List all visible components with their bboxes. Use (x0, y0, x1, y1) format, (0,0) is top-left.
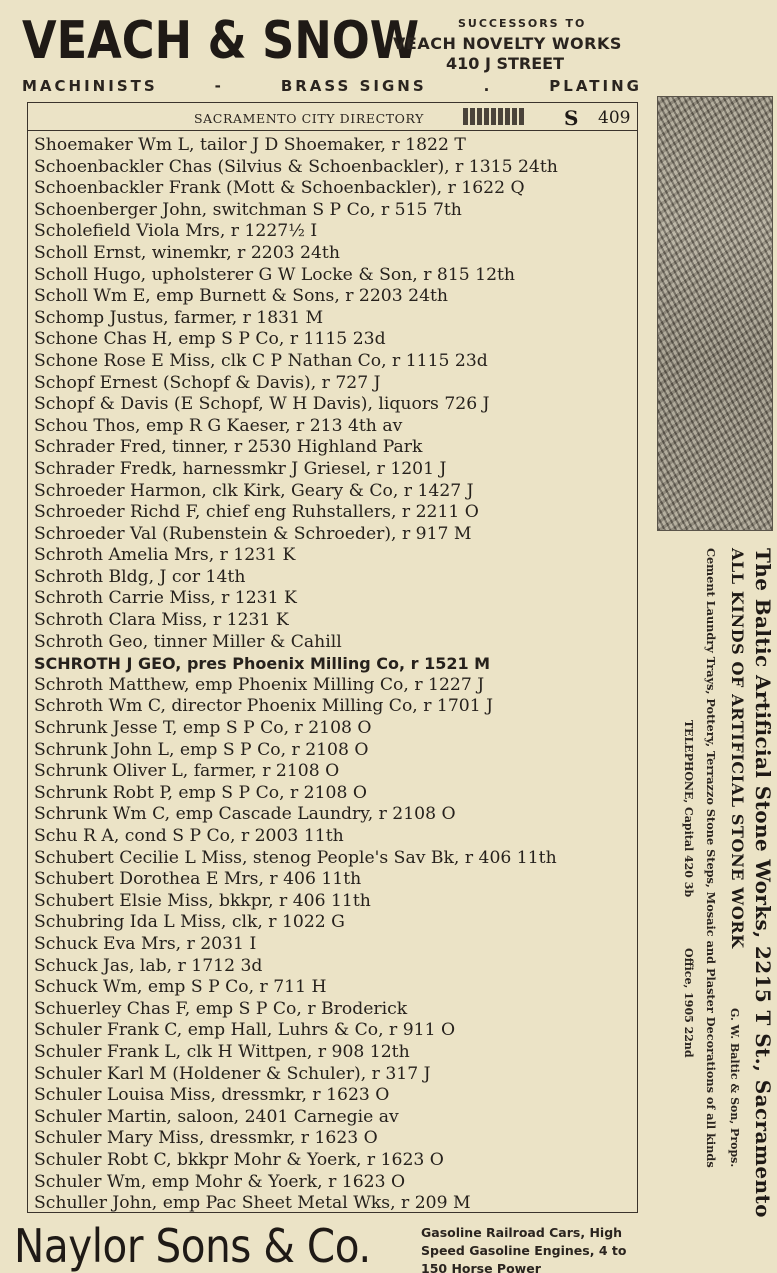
directory-entry: Scholefield Viola Mrs, r 1227½ I (34, 221, 318, 242)
directory-entry: Schu R A, cond S P Co, r 2003 11th (34, 826, 344, 846)
directory-entry: Schroth Matthew, emp Phoenix Milling Co, r 1227 J (34, 674, 485, 695)
directory-entry: Schuerley Chas F, emp S P Co, r Broderick (34, 998, 408, 1019)
directory-entry: Schuck Eva Mrs, r 2031 I (34, 933, 257, 954)
directory-entry: Schuler Martin, saloon, 2401 Carnegie av (34, 1106, 399, 1127)
directory-entry: Schomp Justus, farmer, r 1831 M (34, 307, 324, 328)
directory-entry: Schoenberger John, switchman S P Co, r 515 7th (34, 199, 462, 220)
service-separator: . (483, 77, 493, 95)
footer-line: Speed Gasoline Engines, 4 to (421, 1243, 627, 1258)
header-advertisement (0, 0, 777, 100)
service-item: PLATING (549, 77, 642, 95)
directory-entry: Schoenbackler Frank (Mott & Schoenbackler), r 1622 Q (34, 178, 525, 199)
directory-entry: Schroth Amelia Mrs, r 1231 K (34, 545, 296, 566)
directory-entry: Schopf Ernest (Schopf & Davis), r 727 J (34, 372, 381, 393)
directory-entry: Schrunk Oliver L, farmer, r 2108 O (34, 761, 340, 782)
directory-entry: Schrader Fred, tinner, r 2530 Highland Park (34, 437, 423, 458)
side-advertisement (655, 548, 775, 1228)
service-separator: - (214, 77, 224, 95)
side-ad-subtitle: ALL KINDS OF ARTIFICIAL STONE WORK (728, 548, 747, 949)
directory-listing (27, 102, 638, 1213)
directory-entry: SCHROTH J GEO, pres Phoenix Milling Co, r 1521 M (34, 654, 491, 674)
side-ad-proprietors: G. W. Baltic & Son, Props. (728, 1008, 741, 1168)
section-letter: S (564, 106, 579, 130)
directory-entry: Schrader Fredk, harnessmkr J Griesel, r 1201 J (34, 458, 447, 479)
directory-entry: Scholl Wm E, emp Burnett & Sons, r 2203 24th (34, 286, 448, 307)
header-firm-name: VEACH & SNOW (22, 11, 420, 71)
directory-entry: Schopf & Davis (E Schopf, W H Davis), liquors 726 J (34, 394, 490, 415)
side-ad-telephone: TELEPHONE, Capital 420 3b (682, 720, 695, 898)
directory-entry: Schone Chas H, emp S P Co, r 1115 23d (34, 329, 386, 350)
footer-line: 150 Horse Power (421, 1261, 541, 1273)
directory-entry: Schroth Clara Miss, r 1231 K (34, 610, 289, 631)
directory-entry: Schuller John, emp Pac Sheet Metal Wks, r 209 M (34, 1193, 471, 1214)
directory-entry: Schuler Frank C, emp Hall, Luhrs & Co, r 911 O (34, 1020, 456, 1041)
side-ad-office: Office, 1905 22nd (682, 948, 695, 1058)
header-services (22, 77, 642, 95)
directory-entry: Schuler Robt C, bkkpr Mohr & Yoerk, r 1623 O (34, 1149, 444, 1170)
directory-entry: Schuler Wm, emp Mohr & Yoerk, r 1623 O (34, 1171, 406, 1192)
header-street-address: 410 J STREET (446, 54, 565, 73)
directory-entry: Schroth Bldg, J cor 14th (34, 566, 246, 587)
directory-entry: Scholl Hugo, upholsterer G W Locke & Son, r 815 12th (34, 264, 515, 285)
footer-firm-name: Naylor Sons & Co. (14, 1219, 371, 1273)
directory-entry: Schuler Karl M (Holdener & Schuler), r 317 J (34, 1063, 431, 1084)
directory-entry: Schuck Jas, lab, r 1712 3d (34, 955, 263, 976)
footer-line: Gasoline Railroad Cars, High (421, 1225, 623, 1240)
header-novelty-works: VEACH NOVELTY WORKS (393, 34, 622, 53)
page-number: 409 (598, 108, 631, 128)
directory-entry: Schubring Ida L Miss, clk, r 1022 G (34, 912, 345, 933)
directory-entry: Schuler Louisa Miss, dressmkr, r 1623 O (34, 1085, 390, 1106)
directory-entry: Schuck Wm, emp S P Co, r 711 H (34, 977, 327, 998)
directory-entry: Schubert Elsie Miss, bkkpr, r 406 11th (34, 890, 371, 911)
directory-entry: Schrunk John L, emp S P Co, r 2108 O (34, 739, 369, 760)
directory-entry: Schroeder Val (Rubenstein & Schroeder), r 917 M (34, 523, 472, 544)
directory-entry: Schubert Cecilie L Miss, stenog People's Sav Bk, r 406 11th (34, 847, 557, 868)
directory-title: SACRAMENTO CITY DIRECTORY (194, 111, 425, 126)
directory-entry: Schou Thos, emp R G Kaeser, r 213 4th av (34, 415, 403, 436)
directory-entry: Schrunk Robt P, emp S P Co, r 2108 O (34, 782, 367, 803)
side-ad-products: Cement Laundry Trays, Pottery, Terrazzo Stone Steps, Mosaic and Plaster Decorations of all kinds (704, 548, 718, 1168)
directory-entry: Schone Rose E Miss, clk C P Nathan Co, r 1115 23d (34, 350, 488, 371)
directory-entry: Schuler Frank L, clk H Wittpen, r 908 12th (34, 1041, 410, 1062)
directory-entry: Schroeder Richd F, chief eng Ruhstallers, r 2211 O (34, 502, 479, 523)
ink-blot (463, 108, 526, 125)
directory-entry: Schuler Mary Miss, dressmkr, r 1623 O (34, 1128, 378, 1149)
running-head (28, 103, 637, 131)
directory-entry: Schroeder Harmon, clk Kirk, Geary & Co, r 1427 J (34, 480, 474, 501)
service-item: MACHINISTS (22, 77, 158, 95)
directory-entry: Schroth Geo, tinner Miller & Cahill (34, 631, 342, 652)
directory-entry: Shoemaker Wm L, tailor J D Shoemaker, r 1822 T (34, 135, 466, 155)
directory-entry: Schroth Carrie Miss, r 1231 K (34, 588, 297, 609)
header-successors-label: SUCCESSORS TO (458, 17, 587, 30)
directory-entry: Schoenbackler Chas (Silvius & Schoenbackler), r 1315 24th (34, 156, 558, 177)
service-item: BRASS SIGNS (280, 77, 427, 95)
directory-entry: Schubert Dorothea E Mrs, r 406 11th (34, 869, 362, 890)
side-ad-title: The Baltic Artificial Stone Works, 2215 T St., Sacramento (751, 548, 775, 1218)
stone-texture-image (657, 96, 773, 531)
directory-entry: Schrunk Jesse T, emp S P Co, r 2108 O (34, 718, 372, 739)
footer-description (421, 1224, 626, 1273)
entry-list (34, 135, 634, 1215)
directory-entry: Scholl Ernst, winemkr, r 2203 24th (34, 242, 340, 263)
directory-entry: Schroth Wm C, director Phoenix Milling Co, r 1701 J (34, 696, 494, 717)
directory-entry: Schrunk Wm C, emp Cascade Laundry, r 2108 O (34, 804, 456, 825)
